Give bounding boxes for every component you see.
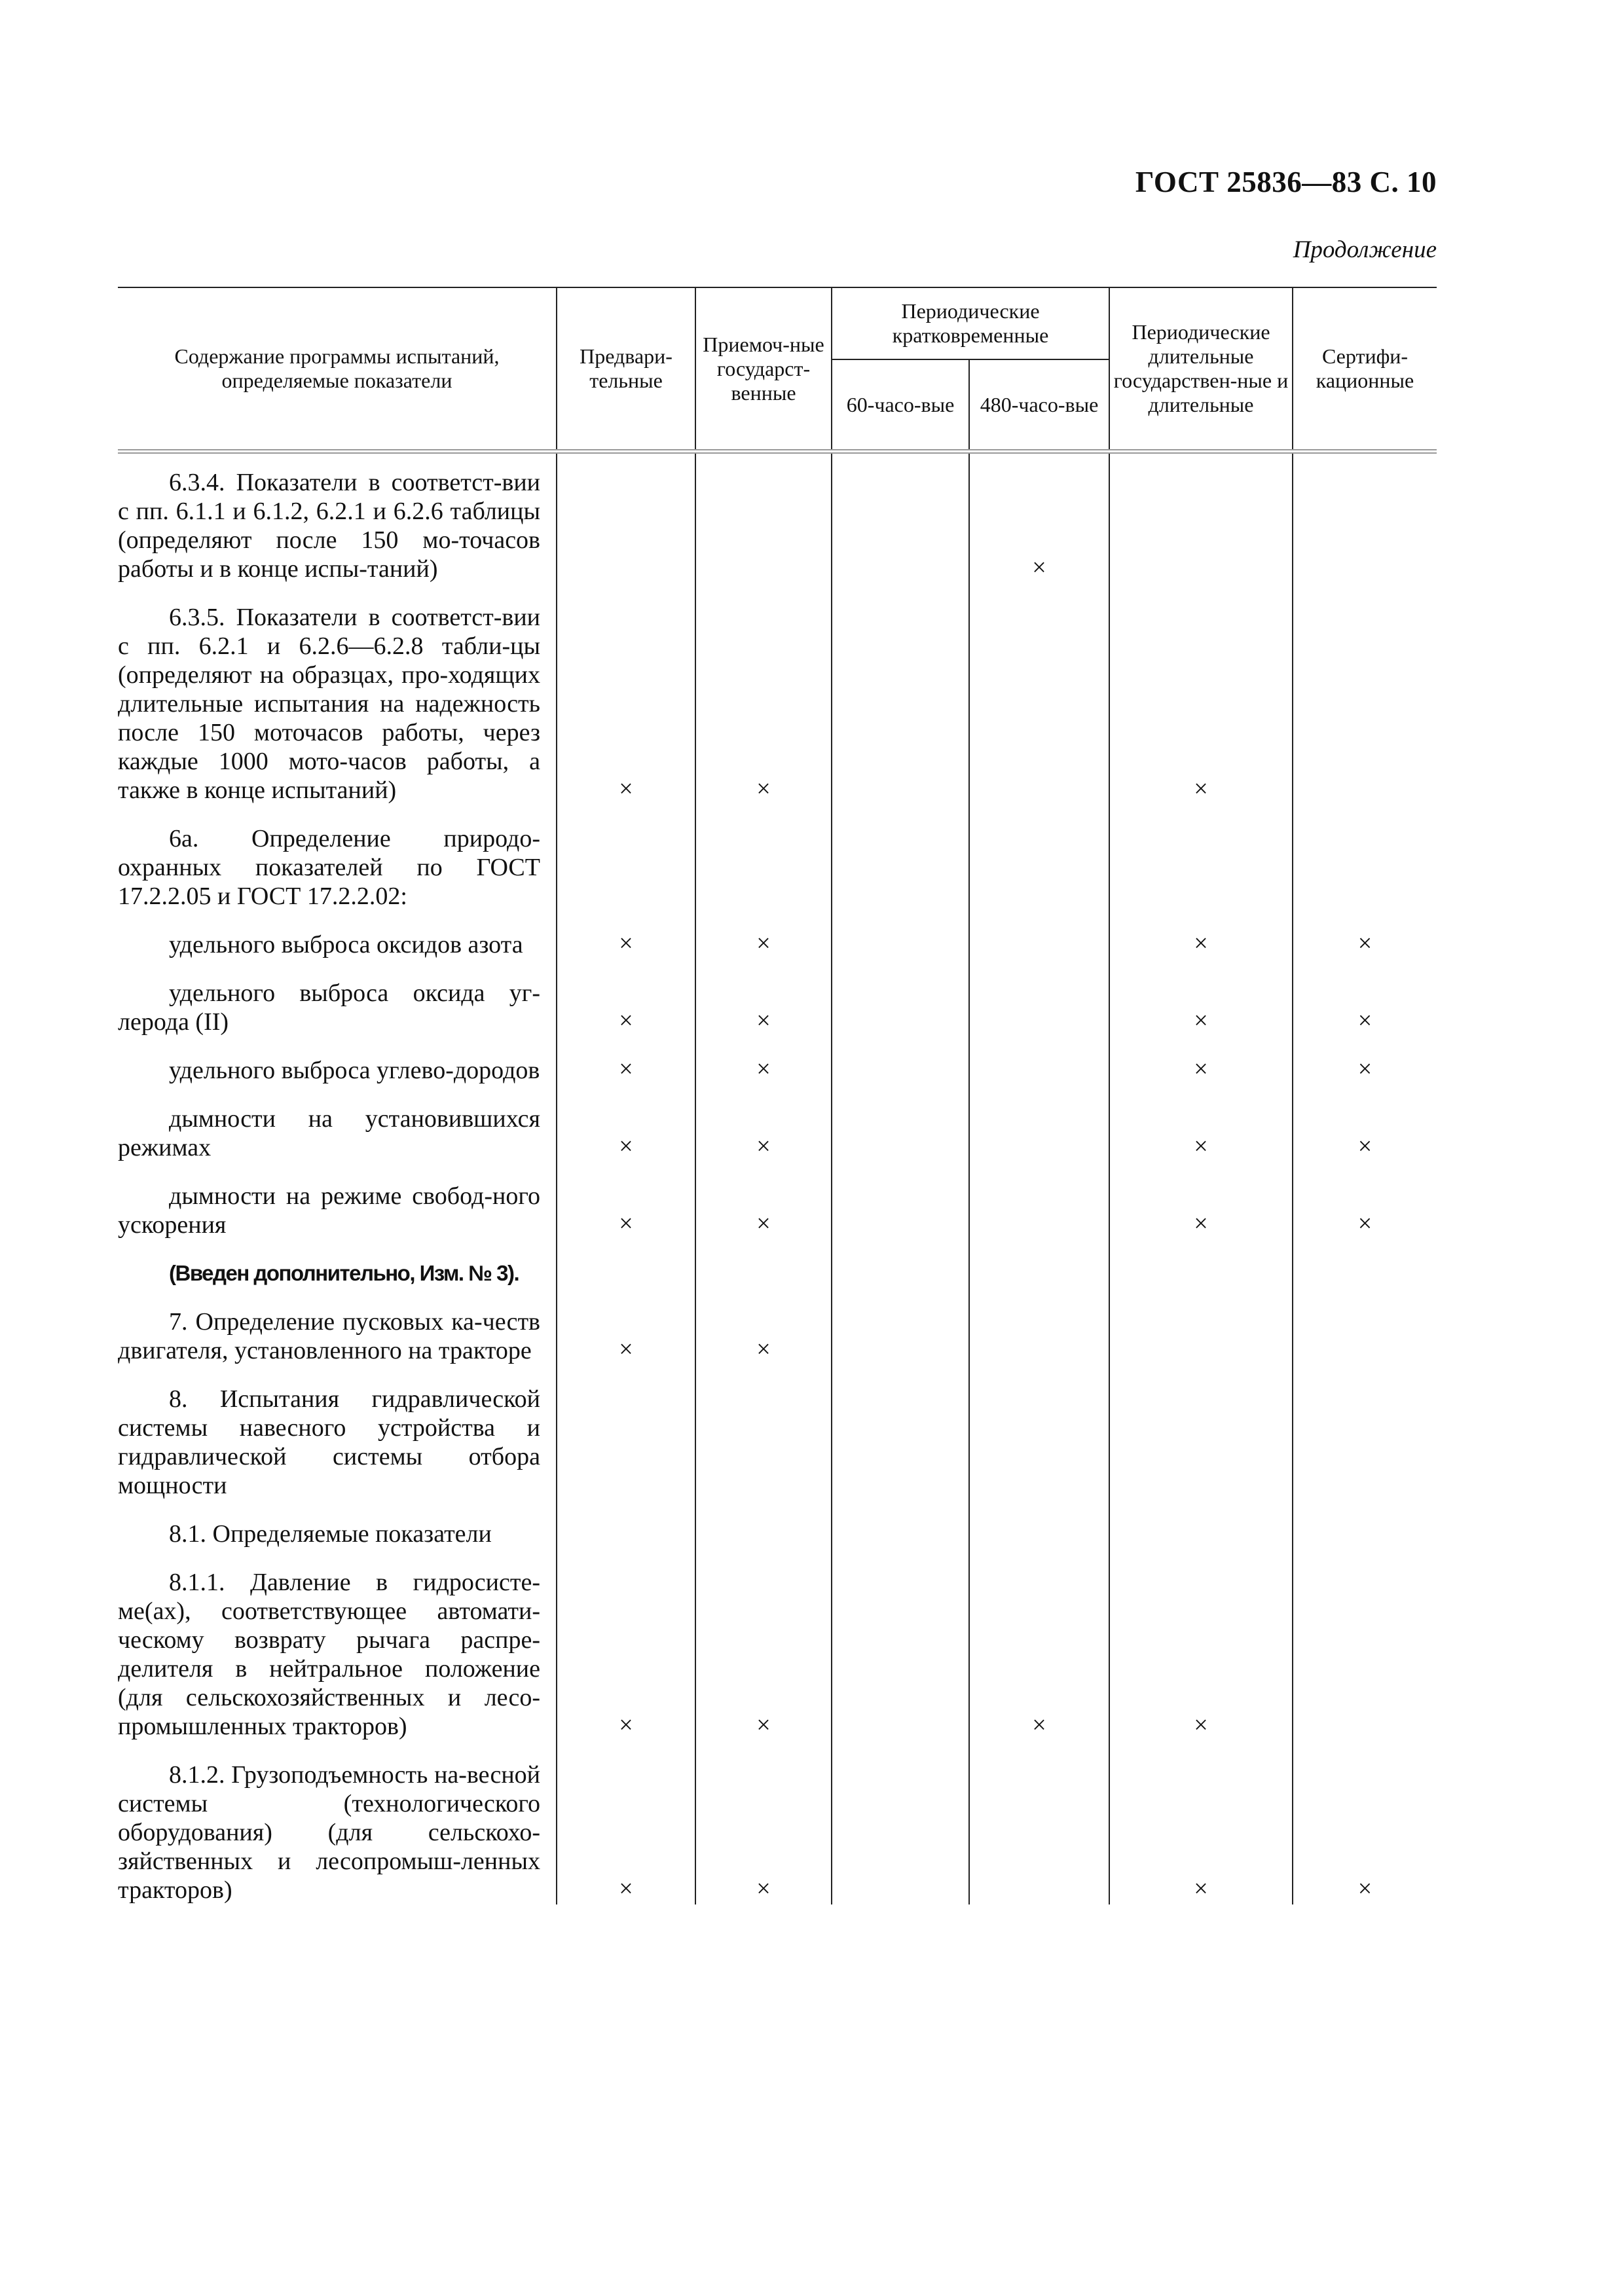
table-row [118, 1365, 1437, 1500]
row-description-cell [118, 1036, 557, 1085]
mark-cell-60-hour [832, 1239, 969, 1288]
mark-cell-certification [1293, 1500, 1437, 1548]
mark-cell-certification [1293, 1741, 1437, 1904]
mark-cell-480-hour [969, 1365, 1109, 1500]
mark-cell-acceptance [695, 959, 832, 1036]
check-mark: × [619, 1875, 633, 1903]
check-mark: × [756, 930, 771, 957]
check-mark: × [1357, 1055, 1373, 1083]
check-mark: × [1194, 1055, 1208, 1083]
mark-cell-certification [1293, 583, 1437, 805]
mark-cell-certification [1293, 1288, 1437, 1365]
row-description-cell [118, 1085, 557, 1162]
mark-cell-certification [1293, 911, 1437, 959]
table-row [118, 1239, 1437, 1288]
mark-cell-60-hour [832, 1162, 969, 1239]
row-description-cell [118, 1365, 557, 1500]
mark-cell-certification [1293, 1548, 1437, 1741]
mark-cell-preliminary [557, 959, 695, 1036]
mark-cell-60-hour [832, 959, 969, 1036]
mark-cell-acceptance [695, 805, 832, 911]
check-mark: × [756, 1711, 771, 1739]
mark-cell-periodic-long [1109, 1036, 1293, 1085]
row-description: дымности на установившихся режимах [118, 1105, 540, 1161]
mark-cell-certification [1293, 959, 1437, 1036]
mark-cell-periodic-long [1109, 1288, 1293, 1365]
mark-cell-certification [1293, 1162, 1437, 1239]
mark-cell-acceptance [695, 1162, 832, 1239]
mark-cell-preliminary [557, 1500, 695, 1548]
mark-cell-480-hour [969, 1741, 1109, 1904]
mark-cell-preliminary [557, 452, 695, 584]
check-mark: × [1032, 554, 1046, 581]
col-header-60-hour: 60-часо-вые [832, 359, 969, 452]
mark-cell-480-hour [969, 911, 1109, 959]
mark-cell-periodic-long [1109, 1741, 1293, 1904]
table-row [118, 1500, 1437, 1548]
mark-cell-60-hour [832, 1548, 969, 1741]
check-mark: × [619, 1210, 633, 1237]
mark-cell-acceptance [695, 1741, 832, 1904]
row-description-cell [118, 1239, 557, 1288]
row-description-cell [118, 1548, 557, 1741]
check-mark: × [1357, 1875, 1373, 1903]
row-description: 6.3.5. Показатели в соответст-вии с пп. 6.2.1 и 6.2.6—6.2.8 табли-цы (определяют на образцах, про-ходящих длительные испытания на надежность после 150 моточасов работы, через каждые 1000 мото-часов работы, а также в конце испытаний) [118, 604, 540, 804]
check-mark: × [756, 1007, 771, 1034]
mark-cell-acceptance [695, 1288, 832, 1365]
mark-cell-60-hour [832, 1085, 969, 1162]
mark-cell-periodic-long [1109, 1085, 1293, 1162]
check-mark: × [756, 1055, 771, 1083]
mark-cell-periodic-long [1109, 1162, 1293, 1239]
col-header-acceptance: Приемоч-ные государст-венные [695, 287, 832, 452]
row-description: 6.3.4. Показатели в соответст-вии с пп. 6.1.1 и 6.1.2, 6.2.1 и 6.2.6 таблицы (определяют после 150 мо-точасов работы и в конце испы-таний) [118, 469, 540, 583]
check-mark: × [1357, 1210, 1373, 1237]
row-description: удельного выброса углево-дородов [169, 1057, 540, 1084]
mark-cell-certification [1293, 1365, 1437, 1500]
mark-cell-acceptance [695, 452, 832, 584]
table-row [118, 452, 1437, 584]
mark-cell-60-hour [832, 1500, 969, 1548]
mark-cell-acceptance [695, 583, 832, 805]
mark-cell-periodic-long [1109, 959, 1293, 1036]
table-row [118, 583, 1437, 805]
mark-cell-60-hour [832, 1365, 969, 1500]
mark-cell-acceptance [695, 911, 832, 959]
mark-cell-preliminary [557, 1365, 695, 1500]
row-description-cell [118, 911, 557, 959]
check-mark: × [1032, 1711, 1046, 1739]
table-row [118, 1162, 1437, 1239]
check-mark: × [1194, 930, 1208, 957]
table-row [118, 1548, 1437, 1741]
check-mark: × [619, 1055, 633, 1083]
col-header-description: Содержание программы испытаний, определяемые показатели [118, 287, 557, 452]
mark-cell-480-hour [969, 1036, 1109, 1085]
row-description-cell [118, 1500, 557, 1548]
mark-cell-acceptance [695, 1548, 832, 1741]
mark-cell-60-hour [832, 1741, 969, 1904]
mark-cell-480-hour [969, 1500, 1109, 1548]
table-row [118, 959, 1437, 1036]
row-description: удельного выброса оксида уг-лерода (II) [118, 979, 540, 1036]
col-header-preliminary: Предвари-тельные [557, 287, 695, 452]
mark-cell-480-hour [969, 959, 1109, 1036]
row-description-cell [118, 805, 557, 911]
check-mark: × [756, 1875, 771, 1903]
row-description: 6а. Определение природо-охранных показателей по ГОСТ 17.2.2.05 и ГОСТ 17.2.2.02: [118, 825, 540, 910]
check-mark: × [756, 1336, 771, 1363]
table-row [118, 1085, 1437, 1162]
check-mark: × [619, 1007, 633, 1034]
mark-cell-acceptance [695, 1239, 832, 1288]
col-header-480-hour: 480-часо-вые [969, 359, 1109, 452]
check-mark: × [619, 1711, 633, 1739]
row-description-cell [118, 1288, 557, 1365]
col-header-periodic-short: Периодические кратковременные [832, 287, 1109, 359]
mark-cell-60-hour [832, 583, 969, 805]
mark-cell-480-hour [969, 1239, 1109, 1288]
page-header: ГОСТ 25836—83 С. 10 [1135, 166, 1437, 198]
mark-cell-480-hour [969, 1548, 1109, 1741]
mark-cell-periodic-long [1109, 805, 1293, 911]
table-row [118, 1288, 1437, 1365]
mark-cell-480-hour [969, 1162, 1109, 1239]
mark-cell-480-hour [969, 805, 1109, 911]
mark-cell-periodic-long [1109, 1365, 1293, 1500]
row-description: 8.1.1. Давление в гидросисте-ме(ах), соответствующее автомати-ческому возврату рычага распре-делителя в нейтральное положение (для сельскохозяйственных и лесо-промышленных тракторов) [118, 1569, 540, 1740]
mark-cell-preliminary [557, 1548, 695, 1741]
check-mark: × [619, 1133, 633, 1160]
mark-cell-60-hour [832, 911, 969, 959]
row-description: 7. Определение пусковых ка-честв двигателя, установленного на тракторе [118, 1308, 540, 1364]
row-description-cell [118, 1162, 557, 1239]
mark-cell-certification [1293, 1085, 1437, 1162]
check-mark: × [1357, 1133, 1373, 1160]
check-mark: × [1194, 1210, 1208, 1237]
mark-cell-480-hour [969, 1085, 1109, 1162]
mark-cell-60-hour [832, 805, 969, 911]
check-mark: × [619, 775, 633, 803]
mark-cell-preliminary [557, 583, 695, 805]
mark-cell-certification [1293, 1036, 1437, 1085]
row-description: 8. Испытания гидравлической системы навесного устройства и гидравлической системы отбора мощности [118, 1385, 540, 1499]
check-mark: × [756, 1133, 771, 1160]
check-mark: × [756, 775, 771, 803]
mark-cell-preliminary [557, 1288, 695, 1365]
col-header-certification: Сертифи-кационные [1293, 287, 1437, 452]
check-mark: × [619, 1336, 633, 1363]
mark-cell-preliminary [557, 1162, 695, 1239]
mark-cell-preliminary [557, 1085, 695, 1162]
col-header-periodic-long: Периодические длительные государствен-ные и длительные [1109, 287, 1293, 452]
row-description: удельного выброса оксидов азота [169, 931, 523, 958]
row-description: дымности на режиме свобод-ного ускорения [118, 1182, 540, 1239]
row-description-cell [118, 452, 557, 584]
mark-cell-60-hour [832, 452, 969, 584]
mark-cell-acceptance [695, 1500, 832, 1548]
test-program-table [118, 287, 1437, 1904]
check-mark: × [1194, 1007, 1208, 1034]
table-row [118, 911, 1437, 959]
row-description: 8.1. Определяемые показатели [169, 1520, 492, 1548]
mark-cell-acceptance [695, 1036, 832, 1085]
mark-cell-preliminary [557, 1741, 695, 1904]
mark-cell-preliminary [557, 1239, 695, 1288]
row-description-cell [118, 959, 557, 1036]
check-mark: × [1194, 1133, 1208, 1160]
continuation-label: Продолжение [1293, 236, 1437, 263]
mark-cell-480-hour [969, 452, 1109, 584]
table-row [118, 1741, 1437, 1904]
mark-cell-periodic-long [1109, 583, 1293, 805]
mark-cell-acceptance [695, 1085, 832, 1162]
mark-cell-preliminary [557, 1036, 695, 1085]
mark-cell-preliminary [557, 911, 695, 959]
mark-cell-periodic-long [1109, 911, 1293, 959]
mark-cell-480-hour [969, 583, 1109, 805]
row-description: 8.1.2. Грузоподъемность на-весной системы (технологического оборудования) (для сельскохо-зяйственных и лесопромыш-ленных тракторов) [118, 1761, 540, 1904]
mark-cell-periodic-long [1109, 1239, 1293, 1288]
mark-cell-certification [1293, 452, 1437, 584]
mark-cell-certification [1293, 1239, 1437, 1288]
mark-cell-60-hour [832, 1288, 969, 1365]
check-mark: × [619, 930, 633, 957]
mark-cell-periodic-long [1109, 1548, 1293, 1741]
check-mark: × [1357, 1007, 1373, 1034]
check-mark: × [1194, 1875, 1208, 1903]
check-mark: × [1194, 1711, 1208, 1739]
mark-cell-preliminary [557, 805, 695, 911]
mark-cell-periodic-long [1109, 1500, 1293, 1548]
row-description-cell [118, 1741, 557, 1904]
mark-cell-periodic-long [1109, 452, 1293, 584]
mark-cell-certification [1293, 805, 1437, 911]
row-description-cell [118, 583, 557, 805]
mark-cell-480-hour [969, 1288, 1109, 1365]
amendment-note: (Введен дополнительно, Изм. № 3). [169, 1261, 519, 1285]
check-mark: × [1357, 930, 1373, 957]
check-mark: × [756, 1210, 771, 1237]
mark-cell-60-hour [832, 1036, 969, 1085]
table-row [118, 1036, 1437, 1085]
mark-cell-acceptance [695, 1365, 832, 1500]
check-mark: × [1194, 775, 1208, 803]
table-row [118, 805, 1437, 911]
